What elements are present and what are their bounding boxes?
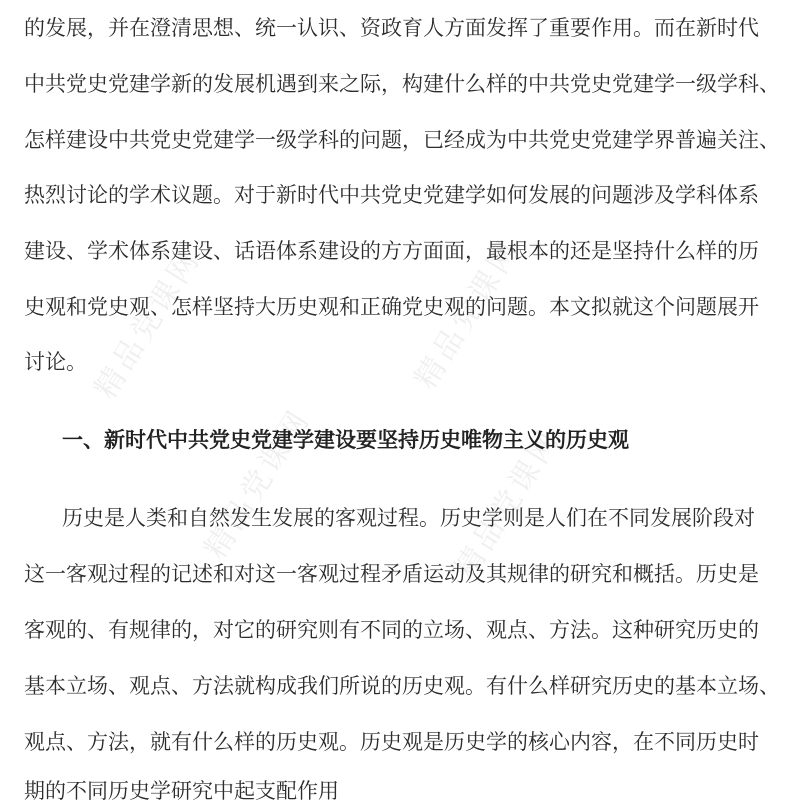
- watermark: 精品党课网: [408, 232, 528, 396]
- paragraph-line: 期的不同历史学研究中起支配作用: [24, 779, 339, 803]
- paragraph-line: 历史是人类和自然发生发展的客观过程。历史学则是人们在不同发展阶段对: [62, 506, 755, 530]
- paragraph-line: 中共党史党建学新的发展机遇到来之际，构建什么样的中共党史党建学一级学科、: [24, 72, 780, 96]
- paragraph-line: 的发展，并在澄清思想、统一认识、资政育人方面发挥了重要作用。而在新时代: [24, 16, 759, 40]
- paragraph-line: 这一客观过程的记述和对这一客观过程矛盾运动及其规律的研究和概括。历史是: [24, 562, 759, 586]
- paragraph-line: 讨论。: [24, 350, 87, 374]
- paragraph-line: 观点、方法，就有什么样的历史观。历史观是历史学的核心内容，在不同历史时: [24, 730, 759, 754]
- paragraph-line: 客观的、有规律的，对它的研究则有不同的立场、观点、方法。这种研究历史的: [24, 618, 759, 642]
- paragraph-line: 热烈讨论的学术议题。对于新时代中共党史党建学如何发展的问题涉及学科体系: [24, 183, 759, 207]
- paragraph-line: 基本立场、观点、方法就构成我们所说的历史观。有什么样研究历史的基本立场、: [24, 674, 780, 698]
- watermark: 精品党课网: [198, 402, 318, 566]
- watermark: 精品党课网: [88, 242, 208, 406]
- paragraph-line: 怎样建设中共党史党建学一级学科的问题，已经成为中共党史党建学界普遍关注、: [24, 128, 780, 152]
- paragraph-line: 史观和党史观、怎样坚持大历史观和正确党史观的问题。本文拟就这个问题展开: [24, 295, 759, 319]
- watermark: 精品党课网: [448, 422, 568, 586]
- section-heading: 一、新时代中共党史党建学建设要坚持历史唯物主义的历史观: [62, 428, 629, 452]
- paragraph-line: 建设、学术体系建设、话语体系建设的方方面面，最根本的还是坚持什么样的历: [24, 239, 759, 263]
